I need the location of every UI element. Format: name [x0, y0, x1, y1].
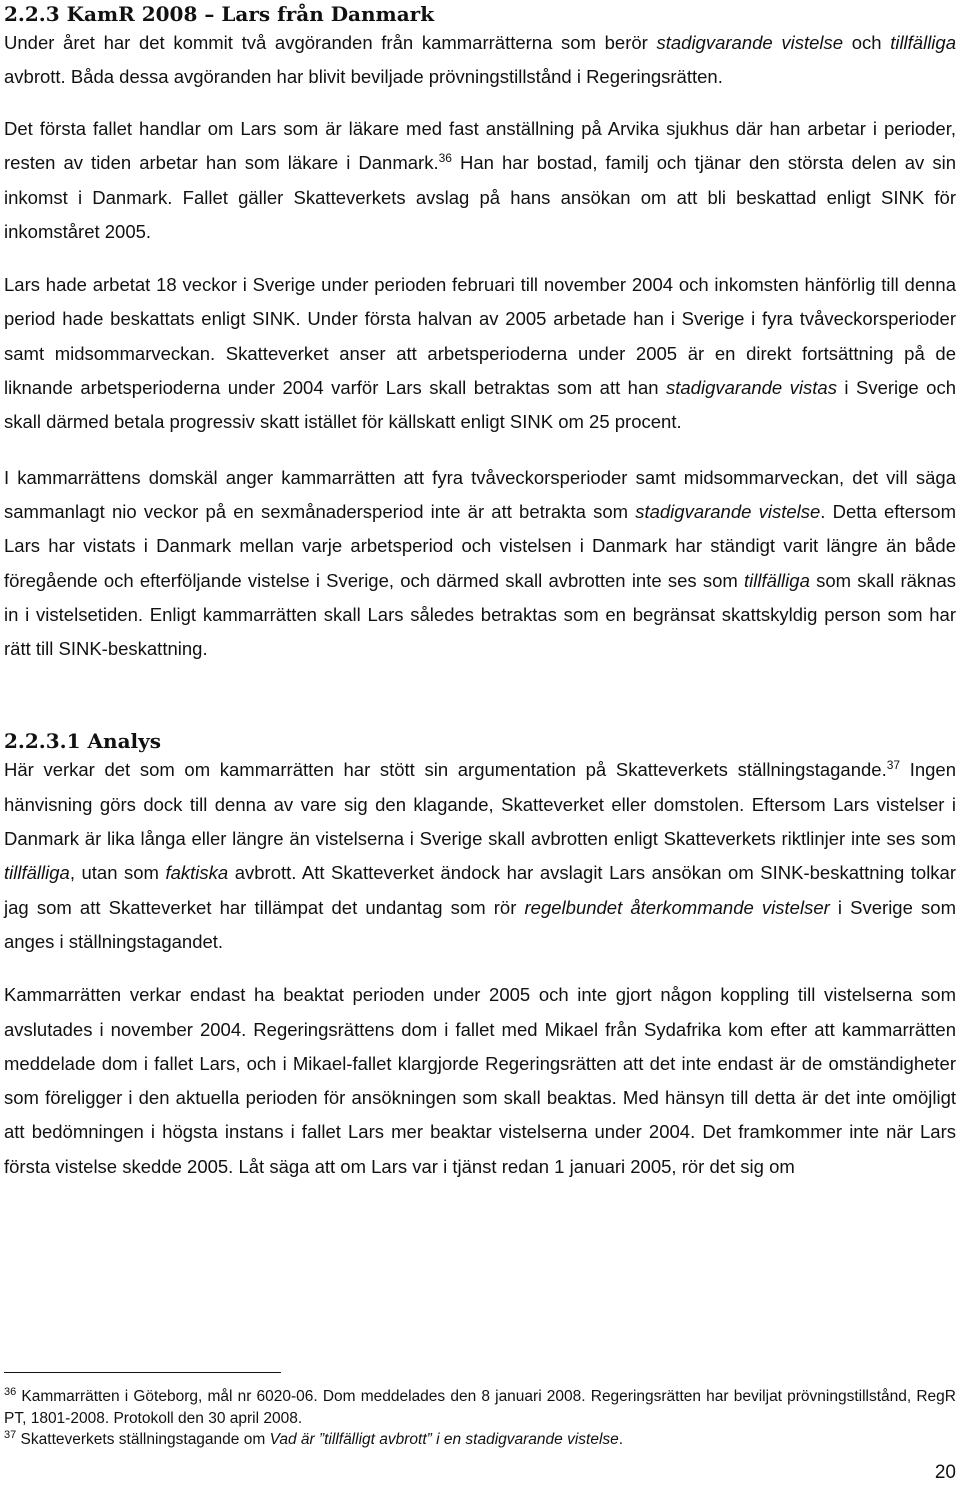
paragraph-court-reasoning: I kammarrättens domskäl anger kammarrätten att fyra tvåveckorsperioder samt midsommarveckan, det vill säga sammanlagt nio veckor på en sexmånadersperiod inte är att betrakta som stadigvarande vistelse. Detta eftersom Lars har vistats i Danmark mellan varje arbetsperiod och vistelsen i Danmark har ständigt varit längre än både föregående och efterföljande vistelse i Sverige, och därmed skall avbrotten inte ses som tillfälliga som skall räknas in i vistelsetiden. Enligt kammarrätten skall Lars således betraktas som en begränsat skattskyldig person som har rätt till SINK-beskattning. — [4, 466, 957, 660]
paragraph-analysis: Här verkar det som om kammarrätten har stött sin argumentation på Skatteverkets ställningstagande.$^{37}$ Ingen hänvisning görs dock till denna av vare sig den klagande, Skatteverket eller domstolen. Eftersom Lars vistelser i Danmark är lika långa eller längre än vistelserna i Sverige skall avbrotten enligt Skatteverkets riktlinjer inte ses som tillfälliga, utan som faktiska avbrott. Att Skatteverket ändock har avslagit Lars ansökan om SINK-beskattning tolkar jag som att Skatteverket har tillämpat det undantag som rör regelbundet återkommande vistelser i Sverige som anges i ställningstagandet. — [4, 758, 957, 952]
footnote-ref-37[interactable]: 37 — [886, 758, 901, 773]
footnote-divider — [4, 1372, 281, 1373]
subsection-heading: 2.2.3.1 Analys — [4, 729, 162, 754]
section-heading: 2.2.3 KamR 2008 – Lars från Danmark — [4, 2, 435, 26]
paragraph-case-intro: Det första fallet handlar om Lars som är läkare med fast anställning på Arvika sjukhus där han arbetar i perioder, resten av tiden arbetar han som läkare i Danmark.$^{36}$ Han har bostad, familj och tjänar den största delen av sin inkomst i Danmark. Fallet gäller Skatteverkets avslag på hans ansökan om att bli beskattad enligt SINK för inkomståret 2005. — [4, 118, 957, 242]
section-intro: Under året har det kommit två avgöranden från kammarrätterna som berör stadigvarande vistelse och tillfälliga avbrott. Båda dessa avgöranden har blivit beviljade prövningstillstånd i Regeringsrätten. — [4, 32, 956, 87]
footnote-37: $^{37}$ Skatteverkets ställningstagande om Vad är ”tillfälligt avbrott” i en stadigvarande vistelse. — [4, 1428, 624, 1448]
footnote-36: $^{36}$ Kammarrätten i Göteborg, mål nr 6020-06. Dom meddelades den 8 januari 2008. Regeringsrätten har beviljat prövningstillstånd, RegR PT, 1801-2008. Protokoll den 30 april 2008. — [4, 1385, 956, 1427]
footnote-ref-36[interactable]: 36 — [438, 151, 452, 166]
footnotes — [4, 1386, 956, 1451]
paragraph-analysis-continued: Kammarrätten verkar endast ha beaktat perioden under 2005 och inte gjort någon koppling till vistelserna som avslutades i november 2004. Regeringsrättens dom i fallet med Mikael från Sydafrika kom efter att kammarrätten meddelade dom i fallet Lars, och i Mikael-fallet klargjorde Regeringsrätten att det inte endast är de omständigheter som föreligger i den aktuella perioden för ansökningen som skall beaktas. Med hänsyn till detta är det inte omöjligt att bedömningen i högsta instans i fallet Lars mer beaktar vistelserna under 2004. Det framkommer inte när Lars första vistelse skedde 2005. Låt säga att om Lars var i tjänst redan 1 januari 2005, rör det sig om — [4, 984, 956, 1177]
paragraph-case-facts: Lars hade arbetat 18 veckor i Sverige under perioden februari till november 2004 och inkomsten hänförlig till denna period hade beskattats enligt SINK. Under första halvan av 2005 arbetade han i Sverige i fyra tvåveckorsperioder samt midsommarveckan. Skatteverket anser att arbetsperioderna under 2005 är en direkt fortsättning på de liknande arbetsperioderna under 2004 varför Lars skall betraktas som att han stadigvarande vistas i Sverige och skall därmed betala progressiv skatt istället för källskatt enligt SINK om 25 procent. — [4, 274, 956, 433]
page-number: 20 — [934, 1462, 956, 1483]
document-page — [4, 0, 956, 1184]
